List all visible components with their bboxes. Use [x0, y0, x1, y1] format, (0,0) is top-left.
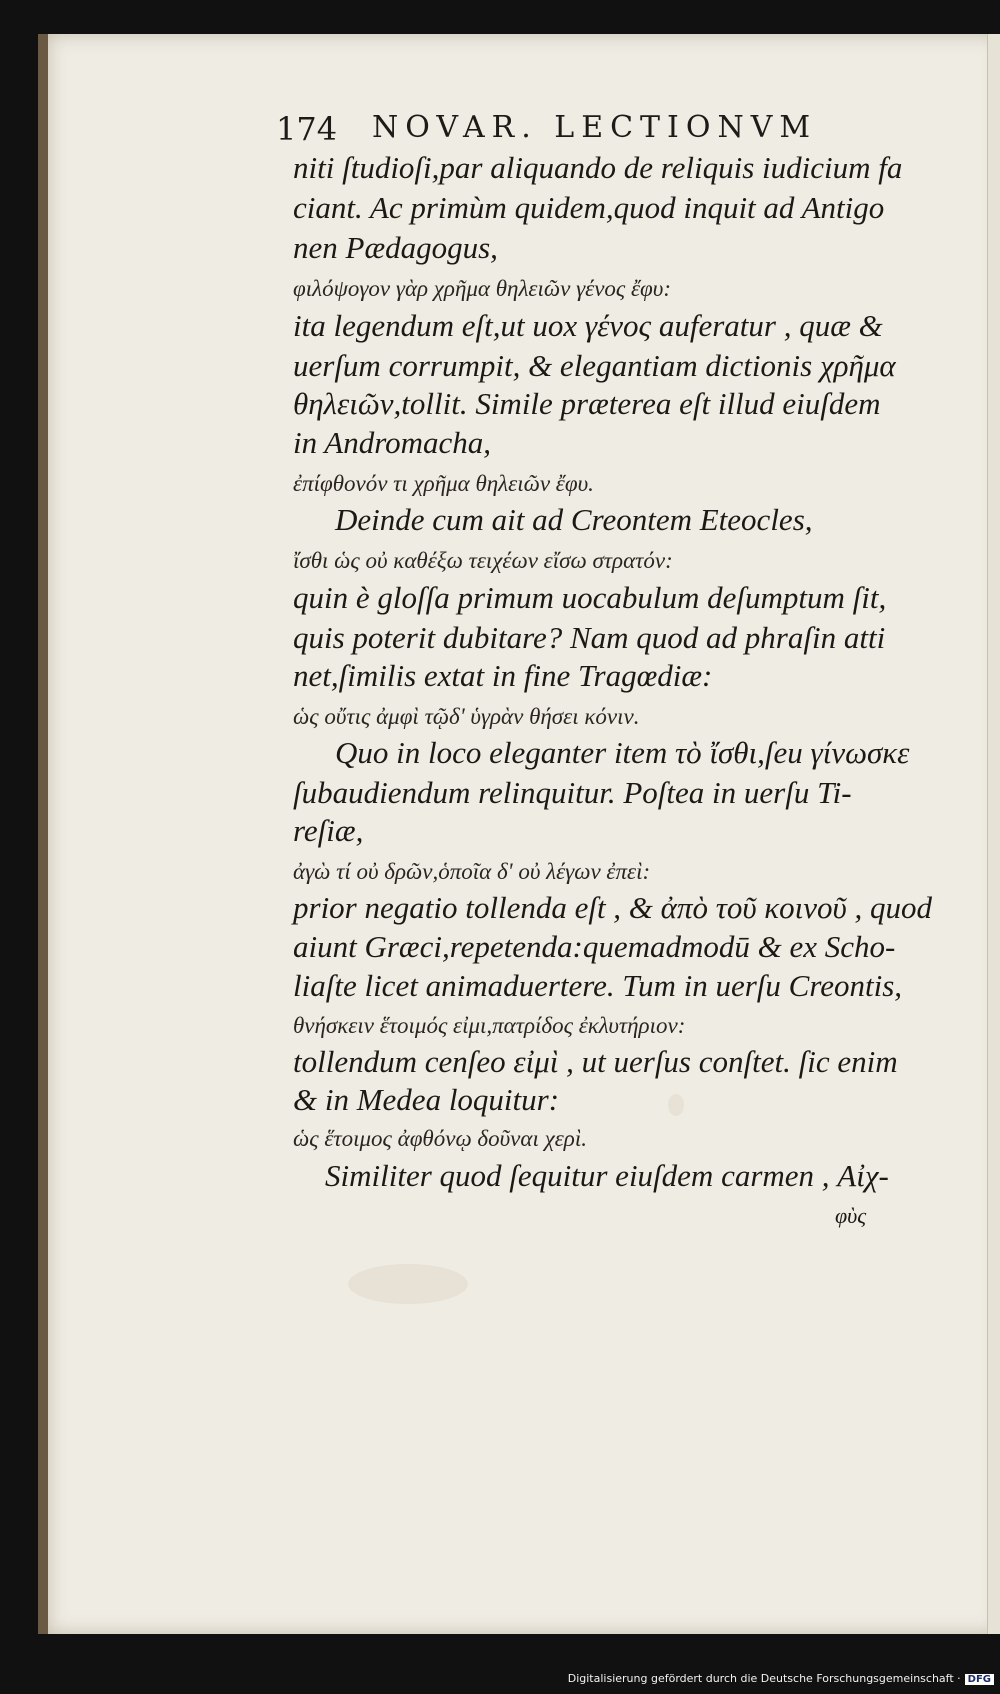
text-line: liaſte licet animaduertere. Tum in uerſu Creontis, — [293, 968, 903, 1003]
text-line: in Andromacha, — [293, 425, 492, 460]
text-line: ſubaudiendum relinquitur. Poſtea in uerſu Ti- — [293, 775, 852, 810]
text-line: uerſum corrumpit, & elegantiam dictionis χρῆμα — [293, 348, 896, 383]
text-line: quis poterit dubitare? Nam quod ad phraſin atti — [293, 620, 886, 655]
digitization-footer — [568, 1672, 994, 1685]
greek-line: ὡς ἕτοιμος ἀφθόνῳ δοῦναι χερὶ. — [293, 1126, 587, 1151]
footer-text: Digitalisierung gefördert durch die Deutsche Forschungsgemeinschaft · — [567, 1672, 961, 1685]
text-line: & in Medea loquitur: — [293, 1082, 560, 1117]
text-line: net,ſimilis extat in fine Tragœdiæ: — [293, 658, 713, 693]
text-line: Quo in loco eleganter item τὸ ἴσθι,ſeu γίνωσκε — [335, 735, 910, 770]
text-line: tollendum cenſeo εἰμὶ , ut uerſus conſtet. ſic enim — [293, 1044, 898, 1079]
text-line: ciant. Ac primùm quidem,quod inquit ad Antigo — [293, 190, 885, 225]
text-line: nen Pædagogus, — [293, 230, 498, 265]
text-line: ita legendum eſt,ut uox γένος auferatur , quæ & — [293, 308, 883, 343]
greek-line: θνήσκειν ἕτοιμός εἰμι,πατρίδος ἐκλυτήριον: — [293, 1013, 686, 1038]
greek-line: ἴσθι ὡς οὐ καθέξω τειχέων εἴσω στρατόν: — [293, 548, 673, 573]
greek-line: ὡς οὔτις ἀμφὶ τῷδ' ὑγρὰν θήσει κόνιν. — [293, 704, 640, 729]
running-head: NOVAR. LECTIONVM — [372, 110, 818, 145]
greek-line: φιλόψογον γὰρ χρῆμα θηλειῶν γένος ἔφυ: — [293, 276, 671, 301]
text-line: quin è gloſſa primum uocabulum deſumptum ſit, — [293, 580, 887, 615]
text-line: aiunt Græci,repetenda:quemadmodū & ex Scho- — [293, 929, 896, 964]
text-line: Similiter quod ſequitur eiuſdem carmen , Αἰχ- — [325, 1158, 889, 1193]
page-number: 174 — [276, 110, 338, 148]
text-line: reſiæ, — [293, 813, 364, 848]
dfg-logo: DFG — [965, 1674, 994, 1685]
text-line: niti ſtudioſi,par aliquando de reliquis iudicium fa — [293, 150, 903, 185]
greek-line: ἀγὼ τί οὐ δρῶν,ὁποῖα δ' οὐ λέγων ἐπεὶ: — [293, 859, 651, 884]
text-line: θηλειῶν,tollit. Simile præterea eſt illud eiuſdem — [293, 386, 881, 421]
catchword: φὺς — [835, 1203, 867, 1228]
text-line: Deinde cum ait ad Creontem Eteocles, — [335, 502, 813, 537]
greek-line: ἐπίφθονόν τι χρῆμα θηλειῶν ἔφυ. — [293, 471, 594, 496]
text-line: prior negatio tollenda eſt , & ἀπὸ τοῦ κοινοῦ , quod — [293, 890, 933, 925]
